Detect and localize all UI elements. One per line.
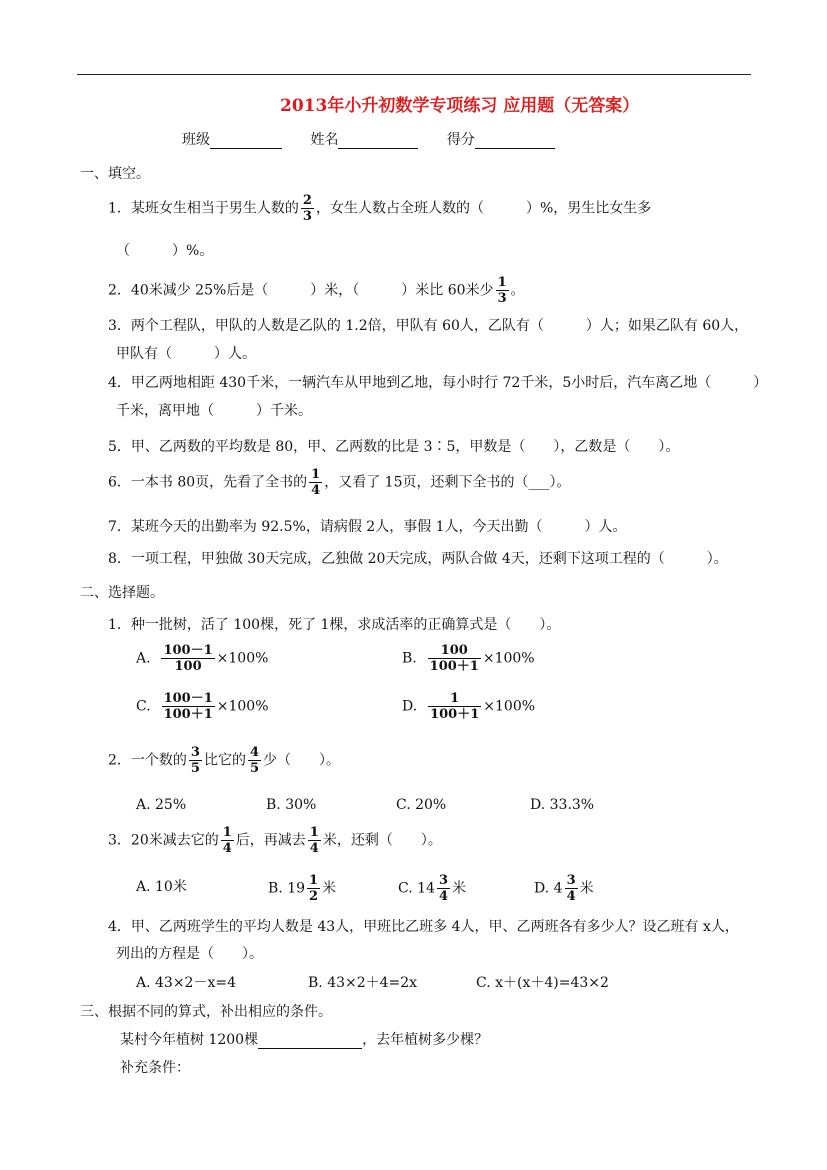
fill-question-1 <box>108 194 651 223</box>
section-heading-choice: 二、选择题。 <box>80 585 164 601</box>
choice-q3-option-d[interactable]: D. 4 $\frac{3}{4}$ 米 <box>534 873 594 904</box>
option-d-fraction: $\frac{1}{100+1}$ <box>430 691 480 722</box>
choice-q1-option-b[interactable]: B. $\frac{100}{100+1}$ ×100% <box>402 643 535 674</box>
choice-q3-option-c[interactable]: C. 14 $\frac{3}{4}$ 米 <box>398 873 466 904</box>
choice-question-3: 3．20米减去它的 $\frac{1}{4}$ 后，再减去 $\frac{1}{4}$ 米，还剩（ ）。 <box>108 825 442 856</box>
fill-question-7: 7．某班今天的出勤率为 92.5%，请病假 2人，事假 1人，今天出勤（ ）人。 <box>108 519 627 535</box>
supplement-condition-label: 补充条件： <box>120 1060 190 1076</box>
fraction-4-5: $\frac{4}{5}$ <box>249 745 260 776</box>
fill-question-4-cont: 千米，离甲地（ ）千米。 <box>116 403 312 419</box>
fill-question-6 <box>108 468 570 497</box>
choice-q4-option-a[interactable]: A. 43×2－x=4 <box>136 975 236 991</box>
fraction-1-3: $\frac{1}{3}$ <box>497 275 507 306</box>
choice-q4-option-b[interactable]: B. 43×2＋4=2x <box>308 975 418 991</box>
option-c-fraction: $\frac{100-1}{100+1}$ <box>163 691 213 722</box>
choice-q1-option-a[interactable]: A. $\frac{100-1}{100}$ ×100% <box>136 643 269 674</box>
score-field[interactable] <box>447 131 555 149</box>
fill-question-3-cont: 甲队有（ ）人。 <box>116 346 256 362</box>
fill-question-8: 8．一项工程，甲独做 30天完成，乙独做 20天完成，两队合做 4天，还剩下这项工程的（ ）。 <box>108 551 728 567</box>
q2-text-a: 2．40米减少 25%后是（ ）米，（ ）米比 60米少 <box>108 282 494 299</box>
q6-text-c: ）。 <box>549 474 571 491</box>
choice-q1-option-d[interactable]: D. $\frac{1}{100+1}$ ×100% <box>402 691 536 722</box>
choice-q4-option-c[interactable]: C. x＋(x＋4)=43×2 <box>476 975 609 991</box>
choice-q2-option-b[interactable]: B. 30% <box>266 797 317 813</box>
fill-question-2 <box>108 276 525 305</box>
choice-q2-option-a[interactable]: A. 25% <box>136 797 187 813</box>
class-label: 班级 <box>182 132 210 148</box>
choice-q2-option-c[interactable]: C. 20% <box>396 797 447 813</box>
score-label: 得分 <box>446 132 475 148</box>
q6-blank[interactable]: ___ <box>528 474 550 491</box>
fraction-1-4: $\frac{1}{4}$ <box>311 467 321 498</box>
fraction-3-5: $\frac{3}{5}$ <box>190 745 200 776</box>
choice-question-2: 2．一个数的 $\frac{3}{5}$ 比它的 $\frac{4}{5}$ 少（ ）。 <box>108 745 341 776</box>
mixed-fraction-3-4-d: $\frac{3}{4}$ <box>566 873 576 904</box>
section-heading-conditions: 三、根据不同的算式，补出相应的条件。 <box>80 1004 332 1020</box>
condition-blank[interactable] <box>258 1034 362 1049</box>
q1-text-a: 1．某班女生相当于男生人数的 <box>108 200 299 217</box>
fraction-2-3: $\frac{2}{3}$ <box>302 193 312 224</box>
page-title: 2013年小升初数学专项练习 应用题（无答案） <box>280 96 640 116</box>
choice-q2-option-d[interactable]: D. 33.3% <box>530 797 595 813</box>
student-info-fields <box>182 131 579 149</box>
option-a-fraction: $\frac{100-1}{100}$ <box>163 643 213 674</box>
class-field[interactable] <box>182 131 282 149</box>
q2-text-b: 。 <box>510 282 525 299</box>
name-label: 姓名 <box>310 132 339 148</box>
option-b-fraction: $\frac{100}{100+1}$ <box>429 643 479 674</box>
mixed-fraction-3-4-c: $\frac{3}{4}$ <box>438 873 448 904</box>
fill-question-5: 5．甲、乙两数的平均数是 80，甲、乙两数的比是 3∶5，甲数是（ ），乙数是（ ）。 <box>108 439 680 455</box>
score-blank[interactable] <box>475 134 555 149</box>
part3-question: 某村今年植树 1200棵 ，去年植树多少棵？ <box>120 1032 489 1048</box>
choice-q3-option-b[interactable]: B. 19 $\frac{1}{2}$ 米 <box>268 873 337 904</box>
class-blank[interactable] <box>210 134 282 149</box>
choice-question-4-cont: 列出的方程是（ ）。 <box>116 946 263 962</box>
choice-question-4: 4．甲、乙两班学生的平均人数是 43人，甲班比乙班多 4人，甲、乙两班各有多少人？设乙班有 x人， <box>108 919 739 935</box>
choice-q3-option-a[interactable]: A. 10米 <box>136 879 187 895</box>
fraction-1-4-b: $\frac{1}{4}$ <box>309 825 319 856</box>
fill-question-4: 4．甲乙两地相距 430千米，一辆汽车从甲地到乙地，每小时行 72千米，5小时后，汽车离乙地（ ） <box>108 375 768 391</box>
name-field[interactable] <box>310 131 418 149</box>
header-rule <box>77 74 751 75</box>
fill-question-3: 3．两个工程队，甲队的人数是乙队的 1.2倍，甲队有 60人，乙队有（ ）人；如果乙队有 60人， <box>108 318 749 334</box>
choice-question-1: 1．种一批树，活了 100棵，死了 1棵，求成活率的正确算式是（ ）。 <box>108 617 561 633</box>
q6-text-a: 6．一本书 80页，先看了全书的 <box>108 474 308 491</box>
name-blank[interactable] <box>338 134 418 149</box>
q6-text-b: ，又看了 15页，还剩下全书的（ <box>324 474 529 491</box>
section-heading-fill: 一、填空。 <box>80 166 150 182</box>
mixed-fraction-1-2: $\frac{1}{2}$ <box>309 873 319 904</box>
q1-text-b: ，女生人数占全班人数的（ ）%，男生比女生多 <box>315 200 652 217</box>
fill-question-1-cont: （ ）%。 <box>116 243 214 259</box>
choice-q1-option-c[interactable]: C. $\frac{100-1}{100+1}$ ×100% <box>136 691 269 722</box>
fraction-1-4-a: $\frac{1}{4}$ <box>222 825 232 856</box>
